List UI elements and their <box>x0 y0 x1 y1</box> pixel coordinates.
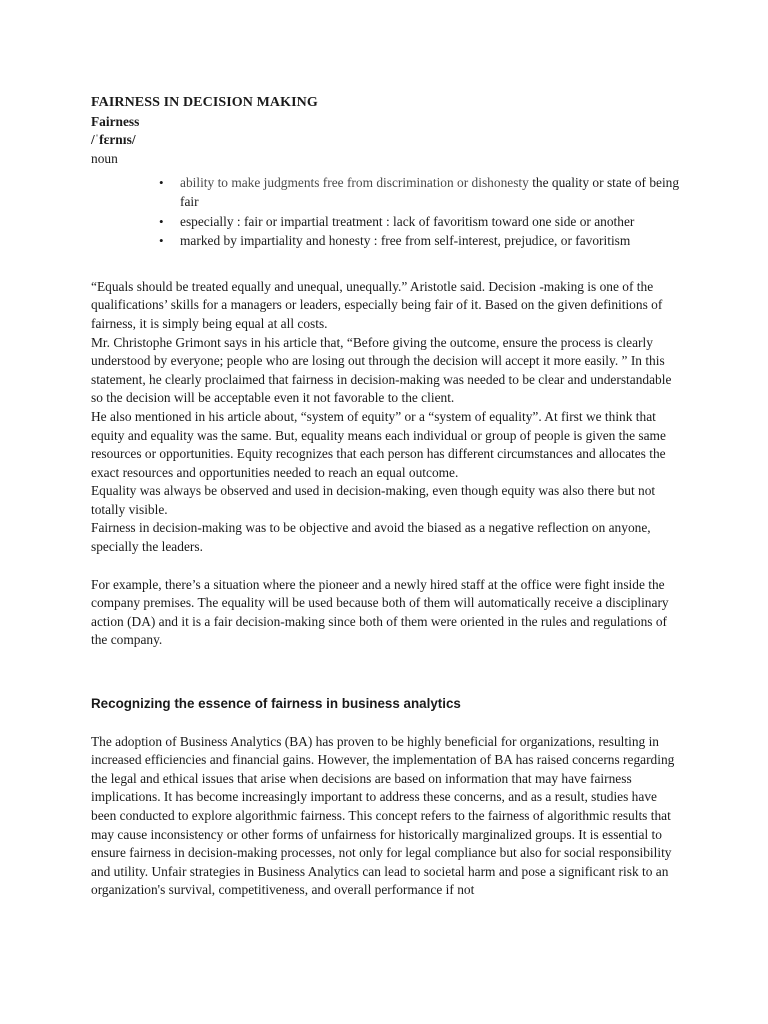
bullet-icon: • <box>159 233 164 249</box>
document-title: FAIRNESS IN DECISION MAKING <box>91 95 318 110</box>
definition-text-muted: ability to make judgments free from discrimination or dishonesty <box>180 175 529 191</box>
section-heading: Recognizing the essence of fairness in business analytics <box>91 696 461 712</box>
spacer <box>91 650 683 669</box>
body-paragraph: “Equals should be treated equally and unequal, unequally.” Aristotle said. Decision -making is one of the qualifications’ skills for a managers or leaders, especially being fair of it. Based on the given definitions of fairness, it is simply being equal at all costs. <box>91 278 663 331</box>
body-paragraph: Fairness in decision-making was to be objective and avoid the biased as a negative reflection on anyone, specially the leaders. <box>91 520 651 555</box>
body-paragraph: Equality was always be observed and used in decision-making, even though equity was also there but not totally visible. <box>91 483 656 517</box>
definition-list <box>91 174 683 250</box>
definition-item <box>159 213 683 232</box>
pronunciation: /ˈfɛrnɪs/ <box>91 132 136 148</box>
definition-item <box>159 174 683 211</box>
body-paragraph: He also mentioned in his article about, “system of equity” or a “system of equality”. At first we think that equity and equality was the same. But, equality means each individual or group of people is given the same resources or opportunities. Equity recognizes that each person has different circumstances and allocates the exact resources and opportunities needed to reach an equal outcome. <box>91 408 666 480</box>
definition-text: especially : fair or impartial treatment : lack of favoritism toward one side or another <box>180 213 635 229</box>
spacer <box>91 669 683 695</box>
example-paragraph: For example, there’s a situation where the pioneer and a newly hired staff at the office were fight inside the company premises. The equality will be used because both of them will automatically receive a disciplinary action (DA) and it is a fair decision-making since both of them were oriented in the rules and regulations of the company. <box>91 576 669 648</box>
definition-text: the quality or state of being fair <box>180 175 680 209</box>
section-paragraph: The adoption of Business Analytics (BA) has proven to be highly beneficial for organizations, resulting in increased efficiencies and financial gains. However, the implementation of BA has raised concerns regarding the legal and ethical issues that arise when decisions are based on information that may have fairness implications. It has become increasingly important to address these concerns, and as a result, studies have been conducted to explore algorithmic fairness. This concept refers to the fairness of algorithmic results that may cause inconsistency or other forms of unfairness for historically marginalized groups. It is essential to ensure fairness in decision-making processes, not only for legal compliance but also for social responsibility and utility. Unfair strategies in Business Analytics can lead to societal harm and pose a significant risk to an organization's survival, competitiveness, and overall performance if not <box>91 733 675 898</box>
body-paragraph: Mr. Christophe Grimont says in his article that, “Before giving the outcome, ensure the process is clearly understood by everyone; people who are losing out through the decision will accept it more easily. ” In this statement, he clearly proclaimed that fairness in decision-making was needed to be clear and understandable so the decision will be acceptable even it not favorable to the client. <box>91 334 672 406</box>
definition-text: marked by impartiality and honesty : free from self-interest, prejudice, or favoritism <box>180 233 631 249</box>
definition-item <box>159 232 683 251</box>
spacer <box>91 252 683 278</box>
spacer <box>91 714 683 733</box>
bullet-icon: • <box>159 213 164 229</box>
spacer <box>91 557 683 576</box>
headword: Fairness <box>91 113 140 129</box>
document-body <box>91 94 683 900</box>
part-of-speech: noun <box>91 150 118 166</box>
bullet-icon: • <box>159 175 164 191</box>
